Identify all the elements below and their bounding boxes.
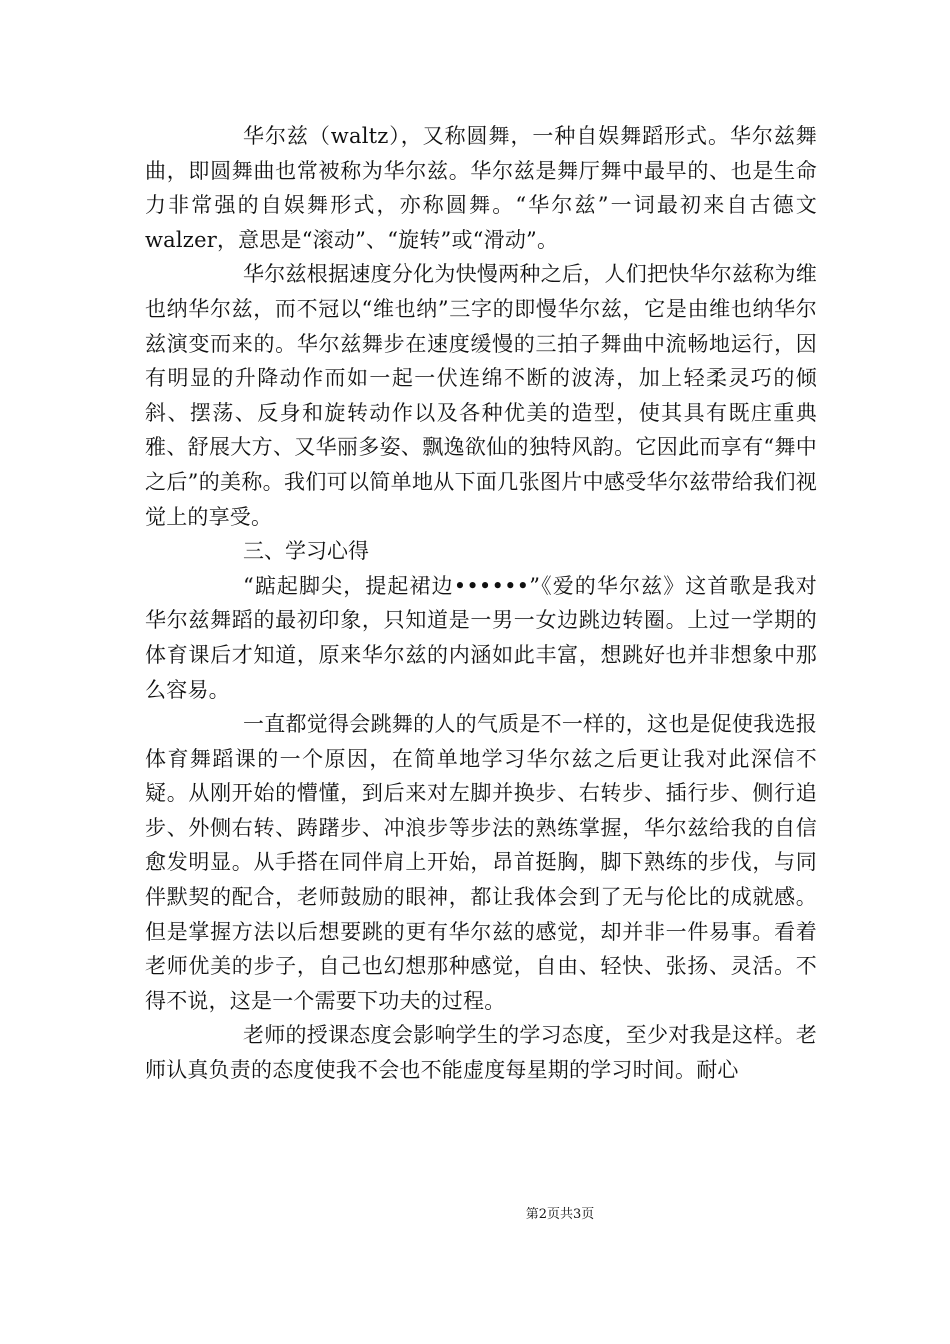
page-body	[145, 119, 817, 1088]
paragraph-waltz-intro: 华尔兹（waltz），又称圆舞，一种自娱舞蹈形式。华尔兹舞曲，即圆舞曲也常被称为华尔兹。华尔兹是舞厅舞中最早的、也是生命力非常强的自娱舞形式，亦称圆舞。“华尔兹”一词最初来自古德文walzer，意思是“滚动”、“旋转”或“滑动”。	[145, 124, 817, 252]
paragraph-waltz-speed: 华尔兹根据速度分化为快慢两种之后，人们把快华尔兹称为维也纳华尔兹，而不冠以“维也纳”三字的即慢华尔兹，它是由维也纳华尔兹演变而来的。华尔兹舞步在速度缓慢的三拍子舞曲中流畅地运行，因有明显的升降动作而如一起一伏连绵不断的波涛，加上轻柔灵巧的倾斜、摆荡、反身和旋转动作以及各种优美的造型，使其具有既庄重典雅、舒展大方、又华丽多姿、飘逸欲仙的独特风韵。它因此而享有“舞中之后”的美称。我们可以简单地从下面几张图片中感受华尔兹带给我们视觉上的享受。	[145, 262, 817, 529]
paragraph-first-impression: “踮起脚尖，提起裙边••••••”《爱的华尔兹》这首歌是我对华尔兹舞蹈的最初印象，只知道是一男一女边跳边转圈。上过一学期的体育课后才知道，原来华尔兹的内涵如此丰富，想跳好也并非想象中那么容易。	[145, 573, 817, 702]
paragraph-learning-experience: 一直都觉得会跳舞的人的气质是不一样的，这也是促使我选报体育舞蹈课的一个原因，在简单地学习华尔兹之后更让我对此深信不疑。从刚开始的懵懂，到后来对左脚并换步、右转步、插行步、侧行追步、外侧右转、踌躇步、冲浪步等步法的熟练掌握，华尔兹给我的自信愈发明显。从手搭在同伴肩上开始，昂首挺胸，脚下熟练的步伐，与同伴默契的配合，老师鼓励的眼神，都让我体会到了无与伦比的成就感。但是掌握方法以后想要跳的更有华尔兹的感觉，却并非一件易事。看着老师优美的步子，自己也幻想那种感觉，自由、轻快、张扬、灵活。不得不说，这是一个需要下功夫的过程。	[145, 712, 817, 1013]
section-heading: 三、学习心得	[243, 539, 369, 564]
paragraph-teacher-attitude: 老师的授课态度会影响学生的学习态度，至少对我是这样。老师认真负责的态度使我不会也不能虚度每星期的学习时间。耐心	[145, 1023, 817, 1083]
page-number: 第2页共3页	[525, 1207, 595, 1222]
page-footer	[0, 1203, 950, 1222]
